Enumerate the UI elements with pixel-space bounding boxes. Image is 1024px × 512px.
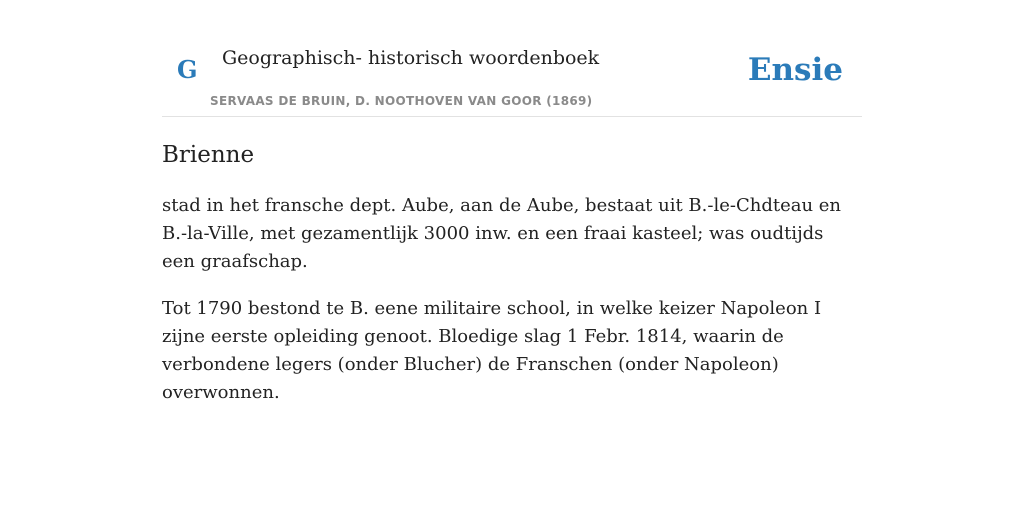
entry-paragraph: stad in het fransche dept. Aube, aan de Aube, bestaat uit B.-le-Chdteau en B.-la-Ville, met gezamentlijk 3000 inw. en een fraai kasteel; was oudtijds een graafschap.	[162, 195, 842, 272]
book-header	[162, 30, 862, 117]
book-authors: SERVAAS DE BRUIN, D. NOOTHOVEN VAN GOOR (1869)	[210, 94, 593, 108]
entry-paragraph: Tot 1790 bestond te B. eene militaire school, in welke keizer Napoleon I zijne eerste opleiding genoot. Bloedige slag 1 Febr. 1814, waarin de verbondene legers (onder Blucher) de Franschen (onder Napoleon) overwonnen.	[162, 298, 822, 403]
book-letter-icon: G	[177, 55, 198, 84]
book-title-link[interactable]: Geographisch- historisch woordenboek	[222, 47, 600, 69]
entry-body	[162, 192, 852, 426]
ensie-logo-link[interactable]: Ensie	[747, 52, 843, 88]
entry-title: Brienne	[162, 142, 255, 168]
